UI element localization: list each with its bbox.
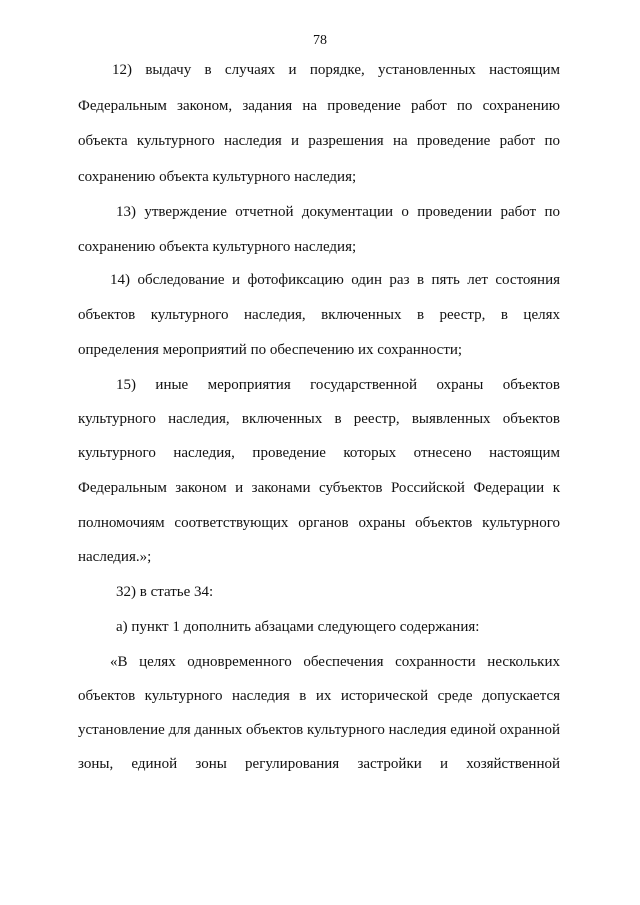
text-line-9: определения мероприятий по обеспечению их сохранности;	[78, 342, 463, 358]
text-line-18: «В целях одновременного обеспечения сохранности нескольких	[110, 654, 560, 670]
text-line-3: объекта культурного наследия и разрешения на проведение работ по	[78, 133, 560, 149]
text-line-17: а) пункт 1 дополнить абзацами следующего содержания:	[116, 619, 480, 635]
text-line-2: Федеральным законом, задания на проведение работ по сохранению	[78, 98, 560, 114]
text-line-20: установление для данных объектов культурного наследия единой охранной	[78, 722, 560, 738]
text-line-8: объектов культурного наследия, включенных в реестр, в целях	[78, 307, 560, 323]
text-line-6: сохранению объекта культурного наследия;	[78, 239, 357, 255]
text-line-10: 15) иные мероприятия государственной охраны объектов	[116, 377, 560, 393]
text-line-21: зоны, единой зоны регулирования застройки и хозяйственной	[78, 756, 560, 772]
page-number: 78	[313, 33, 327, 48]
text-line-7: 14) обследование и фотофиксацию один раз в пять лет состояния	[110, 272, 560, 288]
text-line-4: сохранению объекта культурного наследия;	[78, 169, 357, 185]
text-line-19: объектов культурного наследия в их исторической среде допускается	[78, 688, 560, 704]
text-line-16: 32) в статье 34:	[116, 584, 214, 600]
text-line-14: полномочиям соответствующих органов охраны объектов культурного	[78, 515, 560, 531]
text-line-15: наследия.»;	[78, 549, 152, 565]
text-line-13: Федеральным законом и законами субъектов Российской Федерации к	[78, 480, 560, 496]
text-line-1: 12) выдачу в случаях и порядке, установленных настоящим	[112, 62, 560, 78]
text-line-5: 13) утверждение отчетной документации о проведении работ по	[116, 204, 560, 220]
text-line-11: культурного наследия, включенных в реестр, выявленных объектов	[78, 411, 560, 427]
text-line-12: культурного наследия, проведение которых отнесено настоящим	[78, 445, 560, 461]
